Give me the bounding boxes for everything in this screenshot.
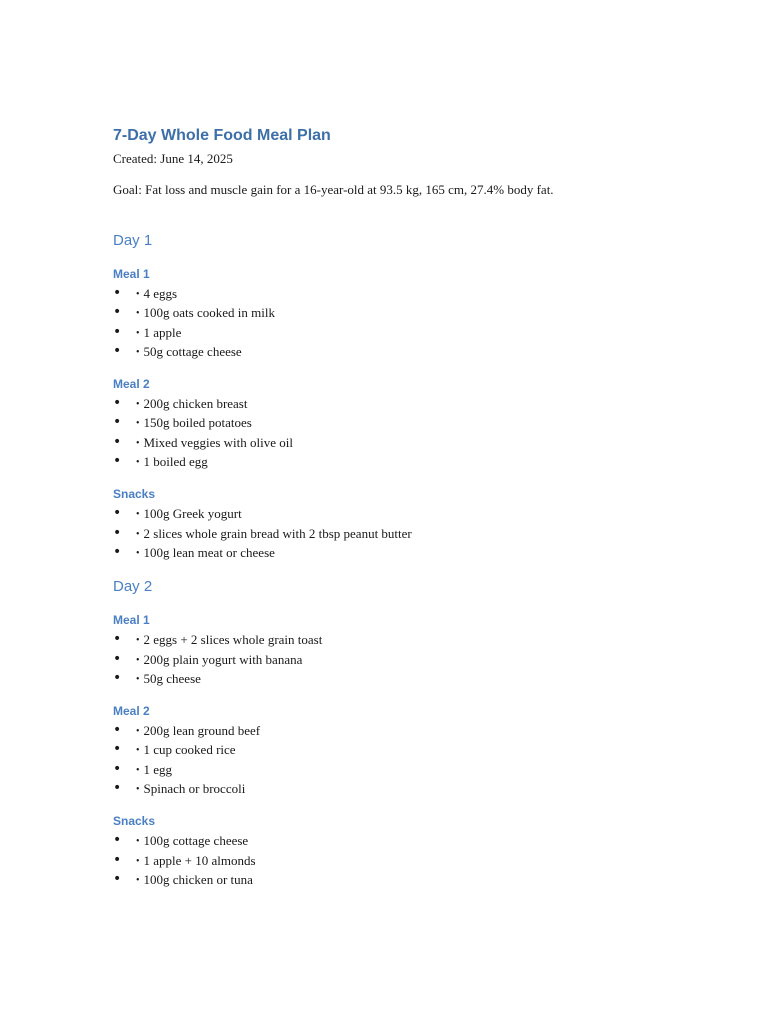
item-text: 200g plain yogurt with banana bbox=[143, 651, 303, 667]
inner-bullet-icon: • bbox=[136, 399, 140, 411]
list-item bbox=[113, 630, 713, 649]
bullet-icon: • bbox=[113, 832, 122, 849]
meal-heading: Snacks bbox=[113, 487, 156, 502]
bullet-icon: • bbox=[113, 741, 122, 758]
bullet-icon: • bbox=[113, 285, 122, 301]
list-item bbox=[113, 831, 713, 850]
meal-heading: Meal 1 bbox=[113, 267, 150, 281]
item-text: 100g chicken or tuna bbox=[143, 871, 253, 887]
inner-bullet-icon: • bbox=[136, 855, 140, 867]
day-2-heading: Day 2 bbox=[113, 578, 153, 596]
item-text: 200g lean ground beef bbox=[143, 723, 261, 739]
bullet-icon: • bbox=[113, 342, 122, 359]
bullet-icon: • bbox=[113, 722, 122, 739]
bullet-icon: • bbox=[113, 760, 122, 777]
item-text: 100g lean meat or cheese bbox=[143, 544, 275, 560]
inner-bullet-icon: • bbox=[136, 547, 140, 559]
bullet-icon: • bbox=[113, 669, 122, 686]
inner-bullet-icon: • bbox=[136, 673, 140, 685]
meal-heading: Meal 1 bbox=[113, 613, 150, 628]
list-item bbox=[113, 760, 713, 779]
created-date: Created: June 14, 2025 bbox=[113, 151, 233, 166]
item-text: 2 slices whole grain bread with 2 tbsp peanut butter bbox=[143, 525, 412, 541]
item-text: Mixed veggies with olive oil bbox=[143, 434, 293, 450]
item-text: 2 eggs + 2 slices whole grain toast bbox=[143, 632, 323, 648]
goal-text: Goal: Fat loss and muscle gain for a 16-year-old at 93.5 kg, 165 cm, 27.4% body fat. bbox=[113, 182, 554, 197]
inner-bullet-icon: • bbox=[136, 784, 140, 796]
inner-bullet-icon: • bbox=[136, 437, 140, 449]
day-2-meal-2 bbox=[113, 702, 713, 798]
inner-bullet-icon: • bbox=[136, 726, 140, 738]
bullet-icon: • bbox=[113, 870, 122, 887]
list-item bbox=[113, 323, 713, 342]
inner-bullet-icon: • bbox=[136, 457, 140, 469]
day-2-snacks bbox=[113, 812, 713, 889]
item-text: 150g boiled potatoes bbox=[143, 415, 252, 431]
bullet-icon: • bbox=[113, 780, 122, 797]
bullet-icon: • bbox=[113, 453, 122, 470]
list-item bbox=[113, 284, 713, 303]
item-text: 1 apple + 10 almonds bbox=[143, 852, 256, 868]
list-item bbox=[113, 504, 713, 523]
inner-bullet-icon: • bbox=[136, 836, 140, 848]
list-item bbox=[113, 870, 713, 889]
item-text: 100g cottage cheese bbox=[143, 833, 249, 849]
inner-bullet-icon: • bbox=[136, 874, 140, 886]
inner-bullet-icon: • bbox=[136, 327, 140, 339]
list-item bbox=[113, 740, 713, 759]
list-item bbox=[113, 303, 713, 322]
bullet-icon: • bbox=[113, 323, 122, 340]
day-1-snacks bbox=[113, 485, 713, 562]
day-2-meal-1 bbox=[113, 611, 713, 688]
item-text: 50g cottage cheese bbox=[143, 343, 242, 359]
item-text: 1 cup cooked rice bbox=[143, 742, 236, 758]
item-text: 1 egg bbox=[143, 761, 173, 777]
inner-bullet-icon: • bbox=[136, 509, 140, 521]
item-text: 50g cheese bbox=[143, 670, 201, 686]
bullet-icon: • bbox=[113, 524, 122, 541]
meal-heading: Meal 2 bbox=[113, 377, 150, 392]
item-text: 1 boiled egg bbox=[143, 454, 208, 470]
day-1-meal-1 bbox=[113, 265, 713, 361]
inner-bullet-icon: • bbox=[136, 745, 140, 757]
inner-bullet-icon: • bbox=[136, 289, 140, 300]
bullet-icon: • bbox=[113, 395, 122, 412]
list-item bbox=[113, 452, 713, 471]
bullet-icon: • bbox=[113, 304, 122, 321]
inner-bullet-icon: • bbox=[136, 418, 140, 430]
bullet-icon: • bbox=[113, 505, 122, 522]
list-item bbox=[113, 524, 713, 543]
inner-bullet-icon: • bbox=[136, 528, 140, 540]
inner-bullet-icon: • bbox=[136, 654, 140, 666]
day-1 bbox=[113, 231, 713, 562]
list-item bbox=[113, 650, 713, 669]
bullet-icon: • bbox=[113, 543, 122, 560]
item-text: 4 eggs bbox=[143, 286, 178, 301]
meal-heading: Meal 2 bbox=[113, 704, 150, 719]
meal-heading: Snacks bbox=[113, 814, 156, 829]
inner-bullet-icon: • bbox=[136, 635, 140, 647]
bullet-icon: • bbox=[113, 851, 122, 868]
document-title: 7-Day Whole Food Meal Plan bbox=[113, 127, 331, 144]
day-1-heading: Day 1 bbox=[113, 232, 153, 249]
list-item bbox=[113, 433, 713, 452]
bullet-icon: • bbox=[113, 650, 122, 667]
item-text: 1 apple bbox=[143, 324, 182, 340]
list-item bbox=[113, 342, 713, 361]
item-text: 200g chicken breast bbox=[143, 396, 248, 412]
inner-bullet-icon: • bbox=[136, 346, 140, 358]
inner-bullet-icon: • bbox=[136, 308, 140, 320]
item-text: 100g oats cooked in milk bbox=[143, 305, 275, 321]
list-item bbox=[113, 779, 713, 798]
inner-bullet-icon: • bbox=[136, 764, 140, 776]
item-text: Spinach or broccoli bbox=[143, 781, 246, 797]
day-2 bbox=[113, 577, 713, 889]
document-page bbox=[113, 124, 713, 889]
list-item bbox=[113, 669, 713, 688]
day-1-meal-2 bbox=[113, 375, 713, 471]
bullet-icon: • bbox=[113, 433, 122, 450]
bullet-icon: • bbox=[113, 631, 122, 648]
list-item bbox=[113, 543, 713, 562]
list-item bbox=[113, 721, 713, 740]
list-item bbox=[113, 394, 713, 413]
item-text: 100g Greek yogurt bbox=[143, 506, 242, 522]
bullet-icon: • bbox=[113, 414, 122, 431]
list-item bbox=[113, 413, 713, 432]
list-item bbox=[113, 851, 713, 870]
